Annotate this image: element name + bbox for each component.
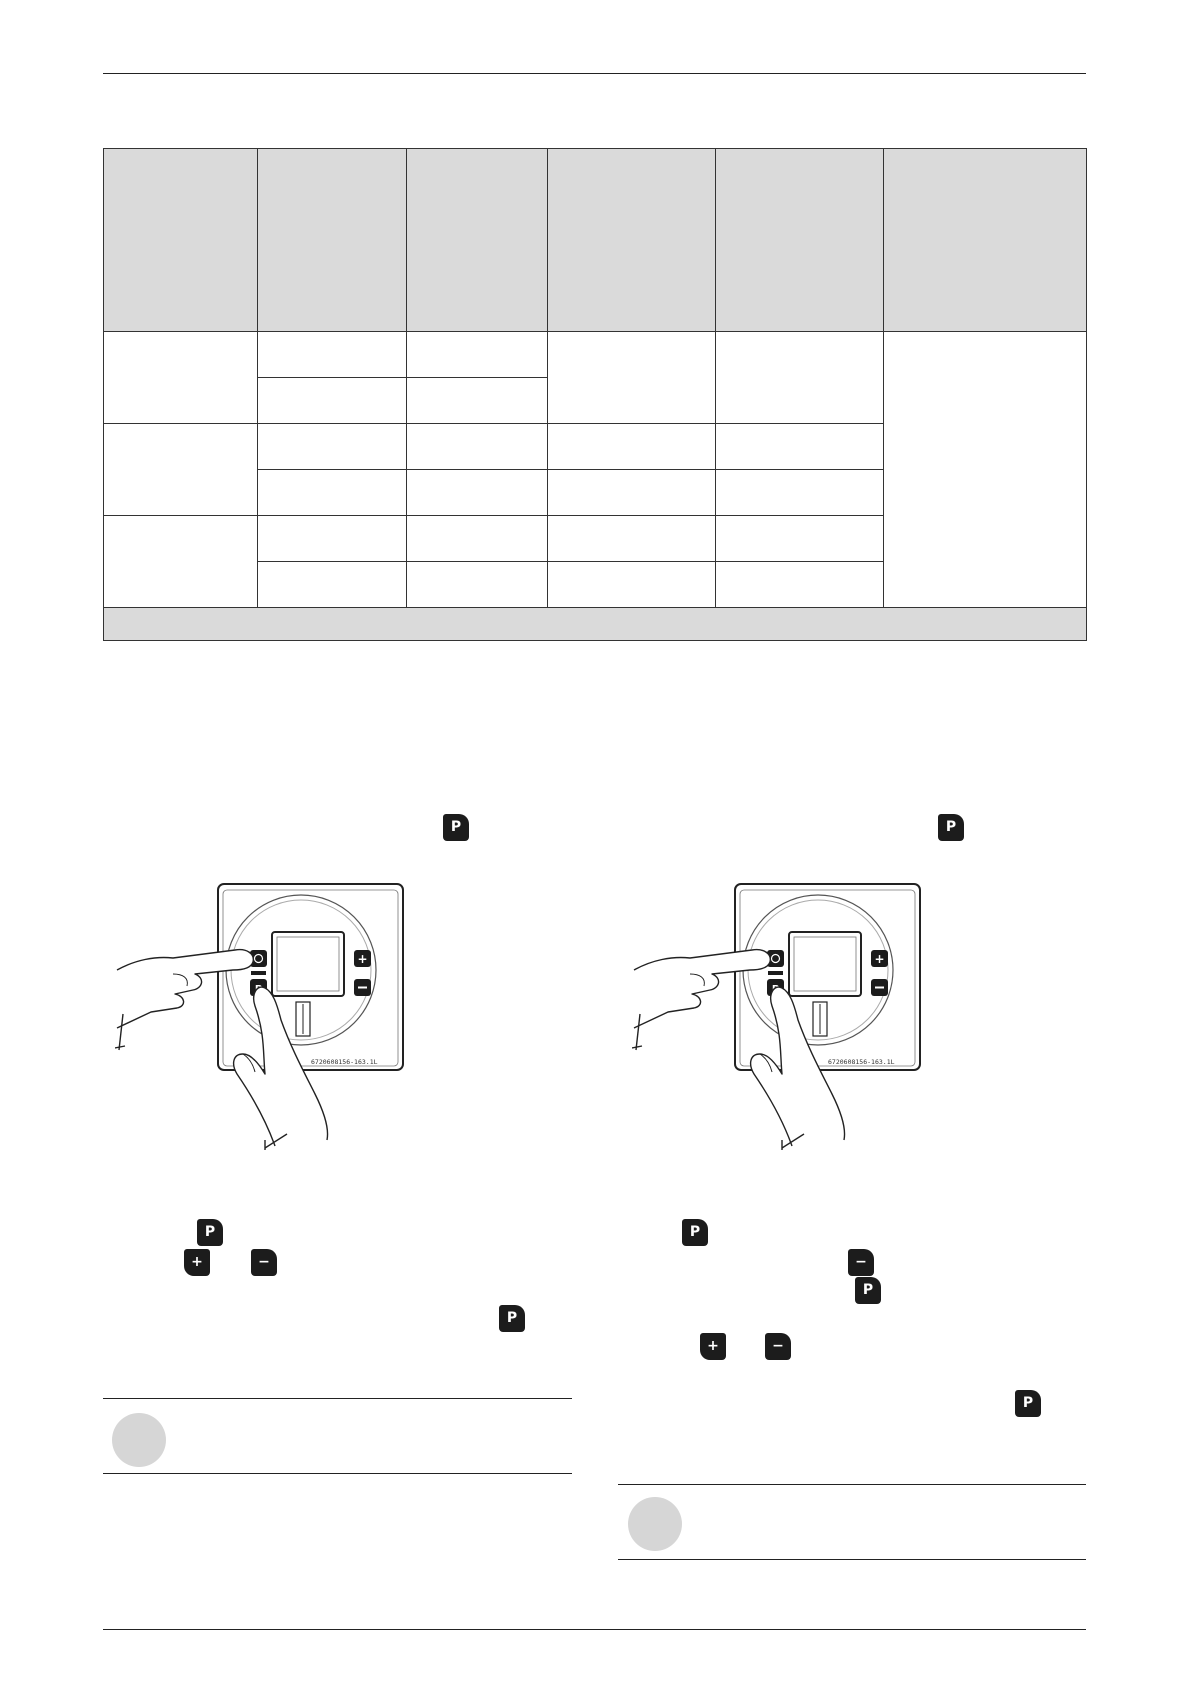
table-cell [548,332,716,424]
table-cell [407,424,548,470]
table-cell [548,470,716,516]
table-cell [104,424,258,516]
table-cell [258,470,407,516]
table-cell [258,562,407,608]
minus-key-icon: − [251,1249,277,1276]
table-header-cell [884,149,1087,332]
table-cell [716,516,884,562]
note-right-bottom-rule [618,1559,1086,1560]
thermostat-figure-left [115,878,495,1168]
table-row [104,332,1087,378]
table-cell [104,332,258,424]
table-cell [258,516,407,562]
p-key-icon: P [682,1219,708,1246]
figure-code: 6720608156-163.1L [311,1058,378,1066]
p-key-icon: P [197,1219,223,1246]
table-header-row [104,149,1087,332]
table-cell [258,378,407,424]
table-cell [716,470,884,516]
table-cell [548,562,716,608]
table-header-cell [548,149,716,332]
table-cell [407,470,548,516]
table-cell [884,332,1087,608]
info-circle-icon [112,1413,166,1467]
table-cell [104,516,258,608]
table-cell [407,516,548,562]
table-cell [407,378,548,424]
table-cell [258,424,407,470]
plus-key-icon: + [700,1333,726,1360]
p-key-icon: P [443,814,469,841]
table-cell [716,562,884,608]
table-header-cell [258,149,407,332]
note-left-top-rule [103,1398,572,1399]
table-cell [548,424,716,470]
thermostat-figure-right [632,878,1012,1168]
p-key-icon: P [855,1277,881,1304]
note-right-top-rule [618,1484,1086,1485]
svg-text:+: + [357,952,368,966]
table-cell [258,332,407,378]
minus-key-icon: − [848,1249,874,1276]
settings-table [103,148,1087,641]
table-footer-row [104,608,1087,641]
p-key-icon: P [938,814,964,841]
footer-rule [103,1629,1086,1630]
table-cell [716,332,884,424]
table-header-cell [104,149,258,332]
note-left-bottom-rule [103,1473,572,1474]
info-circle-icon [628,1497,682,1551]
figure-code: 6720608156-163.1L [828,1058,895,1066]
table-cell [716,424,884,470]
table-cell [407,332,548,378]
table-header-cell [716,149,884,332]
table-cell [548,516,716,562]
svg-text:+: + [874,952,885,966]
table-cell [407,562,548,608]
table-footer-cell [104,608,1087,641]
plus-key-icon: + [184,1249,210,1276]
table-header-cell [407,149,548,332]
p-key-icon: P [499,1305,525,1332]
header-rule [103,73,1086,74]
minus-key-icon: − [765,1333,791,1360]
p-key-icon: P [1015,1390,1041,1417]
